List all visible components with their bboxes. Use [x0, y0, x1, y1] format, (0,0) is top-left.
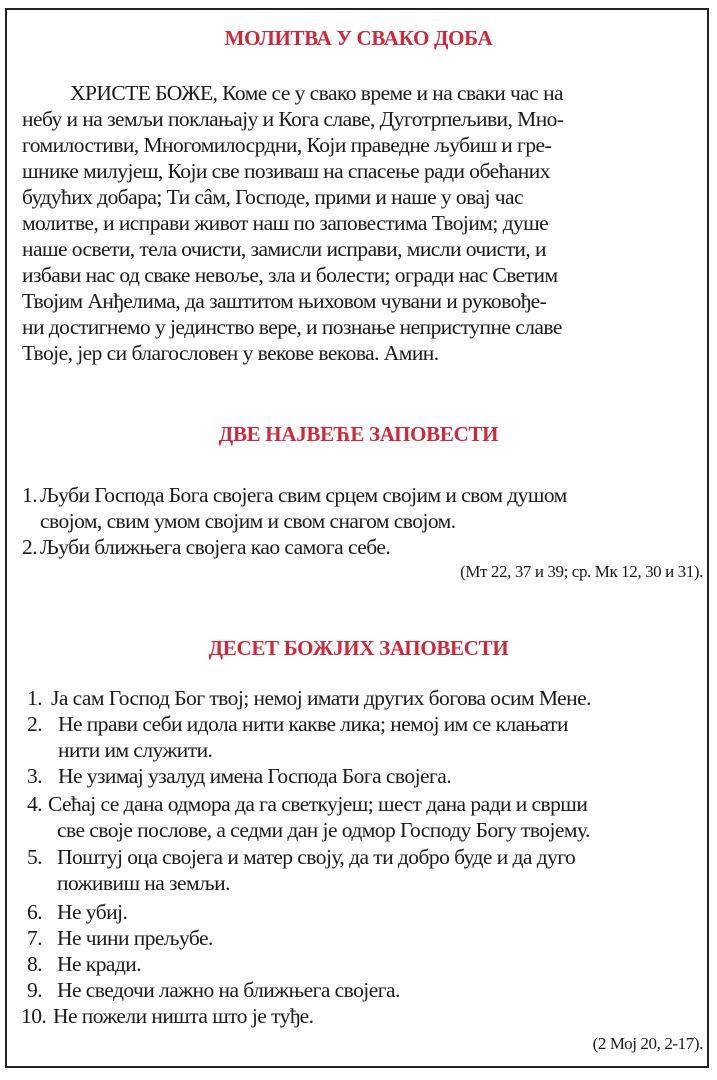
commandment-text: Не убиј.: [57, 900, 128, 924]
commandment-number: 1.: [27, 686, 43, 710]
prayer-title: МОЛИТВА У СВАКО ДОБА: [224, 26, 493, 50]
commandment-text: Не пожели ништа што је туђе.: [53, 1004, 314, 1028]
commandment-number: 1.: [22, 483, 38, 507]
commandment-text: нити им служити.: [58, 738, 213, 762]
scripture-reference: (Мт 22, 37 и 39; ср. Мк 12, 30 и 31).: [460, 562, 703, 581]
prayer-line: Твоје, јер си благословен у векове векова. Амин.: [22, 341, 439, 365]
prayer-line: наше освети, тела очисти, замисли исправи, мисли очисти, и: [22, 237, 546, 261]
commandment-text: Љуби ближњега својега као самога себе.: [40, 535, 391, 559]
commandment-text: Не узимај узалуд имена Господа Бога својега.: [58, 764, 452, 788]
commandment-text: Сећај се дана одмора да га светкујеш; шест дана ради и сврши: [48, 792, 588, 816]
prayer-line: ХРИСТЕ БОЖЕ, Коме се у свако време и на сваки час на: [70, 81, 564, 105]
prayer-line: шнике милујеш, Који све позиваш на спасење ради обећаних: [22, 159, 550, 183]
commandment-text: Ја сам Господ Бог твој; немој имати других богова осим Мене.: [51, 686, 591, 710]
commandment-text: Не кради.: [57, 952, 142, 976]
scripture-reference: (2 Мој 20, 2-17).: [592, 1034, 703, 1053]
prayer-line: ни достигнемо у јединство вере, и познање неприступне славе: [22, 315, 562, 339]
commandment-text: Не сведочи лажно на ближњега својега.: [57, 978, 400, 1002]
commandment-number: 2.: [22, 535, 38, 559]
commandment-number: 9.: [27, 978, 43, 1002]
commandment-number: 2.: [27, 712, 43, 736]
commandment-number: 4.: [27, 792, 43, 816]
commandment-text: Не чини прељубе.: [57, 926, 213, 950]
commandment-number: 3.: [27, 764, 43, 788]
commandment-text: Љуби Господа Бога својега свим срцем својим и свом душом: [40, 483, 567, 507]
prayer-line: небу и на земљи поклањају и Кога славе, Дуготрпељиви, Мно-: [22, 107, 564, 131]
prayer-line: будућих добара; Ти сâм, Господе, прими и наше у овај час: [22, 185, 523, 209]
prayer-line: Твојим Анђелима, да заштитом њиховом чувани и руковође-: [22, 289, 547, 313]
commandment-number: 6.: [27, 900, 43, 924]
commandment-text: својом, свим умом својим и свом снагом својом.: [40, 509, 456, 533]
commandment-text: Не прави себи идола нити какве лика; немој им се клањати: [58, 712, 568, 736]
prayer-line: гомилостиви, Многомилосрдни, Који праведне љубиш и гре-: [22, 133, 552, 157]
prayer-line: избави нас од сваке невоље, зла и болести; огради нас Светим: [22, 263, 558, 287]
commandment-text: поживиш на земљи.: [57, 871, 230, 895]
commandment-number: 7.: [27, 926, 43, 950]
ten-commandments-title: ДЕСЕТ БОЖЈИХ ЗАПОВЕСТИ: [208, 636, 509, 660]
two-commandments-title: ДВЕ НАЈВЕЋЕ ЗАПОВЕСТИ: [218, 422, 499, 446]
commandment-number: 8.: [27, 952, 43, 976]
commandment-text: све своје послове, а седми дан је одмор Господу Богу твојему.: [57, 818, 590, 842]
commandment-number: 5.: [27, 845, 43, 869]
commandment-text: Поштуј оца својега и матер своју, да ти добро буде и да дуго: [57, 845, 576, 869]
prayer-line: молитве, и исправи живот наш по заповестима Твојим; душе: [22, 211, 549, 235]
commandment-number: 10.: [21, 1004, 47, 1028]
